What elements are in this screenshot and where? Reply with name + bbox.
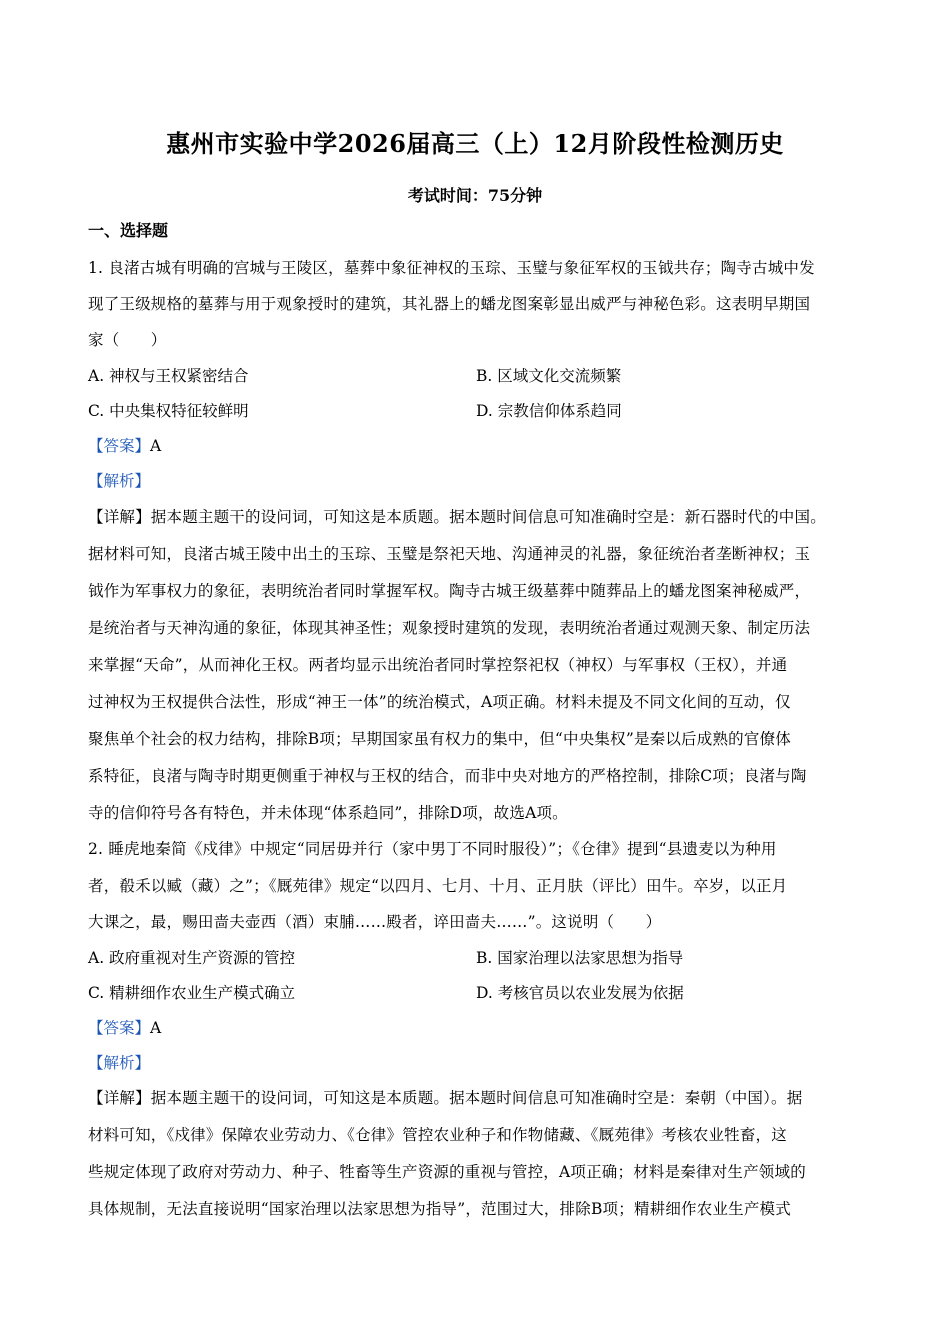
q1-analysis-label: 【解析】 [88,472,151,490]
q1-option-d: D. 宗教信仰体系趋同 [476,402,622,420]
q1-detail-line: 系特征，良渚与陶寺时期更侧重于神权与王权的结合，而非中央对地方的严格控制，排除C项；良渚与陶 [88,767,807,785]
q1-detail-line: 聚焦单个社会的权力结构，排除B项；早期国家虽有权力的集中，但“中央集权”是秦以后成熟的官僚体 [88,730,791,748]
q2-stem-line: 大课之，最，赐田啬夫壶西（酒）束脯……殿者，谇田啬夫……”。这说明（ ） [88,913,662,931]
answer-value: A [150,1019,162,1037]
q1-detail-line: 过神权为王权提供合法性，形成“神王一体”的统治模式，A项正确。材料未提及不同文化间的互动，仅 [88,693,791,711]
q2-option-c: C. 精耕细作农业生产模式确立 [88,984,296,1002]
answer-label: 【答案】 [88,437,151,455]
q1-detail-line: 来掌握“天命”，从而神化王权。两者均显示出统治者同时掌控祭祀权（神权）与军事权（王权），并通 [88,656,788,674]
q1-answer [88,434,161,456]
q1-stem-line: 现了王级规格的墓葬与用于观象授时的建筑，其礼器上的蟠龙图案彰显出威严与神秘色彩。这表明早期国 [88,295,811,313]
q2-option-b: B. 国家治理以法家思想为指导 [476,949,684,967]
q1-detail-line: 【详解】据本题主题干的设问词，可知这是本质题。据本题时间信息可知准确时空是：新石器时代的中国。 [88,508,826,526]
exam-duration: 考试时间：75分钟 [407,186,543,205]
q2-option-d: D. 考核官员以农业发展为依据 [476,984,684,1002]
q1-stem-line: 家（ ） [88,331,167,349]
q2-analysis-label: 【解析】 [88,1054,151,1072]
q2-detail-line: 【详解】据本题主题干的设问词，可知这是本质题。据本题时间信息可知准确时空是：秦朝（中国）。据 [88,1089,803,1107]
q2-answer [88,1016,161,1038]
q2-stem-line: 者，殽禾以臧（藏）之”；《厩苑律》规定“以四月、七月、十月、正月肤（评比）田牛。卒岁，以正月 [88,877,788,895]
q2-detail-line: 材料可知，《戍律》保障农业劳动力、《仓律》管控农业种子和作物储藏、《厩苑律》考核农业牲畜，这 [88,1126,787,1144]
page-title: 惠州市实验中学2026届高三（上）12月阶段性检测历史 [166,129,784,158]
q1-option-a: A. 神权与王权紧密结合 [88,367,249,385]
q2-detail-line: 些规定体现了政府对劳动力、种子、牲畜等生产资源的重视与管控，A项正确；材料是秦律对生产领域的 [88,1163,806,1181]
q1-stem-line: 1. 良渚古城有明确的宫城与王陵区，墓葬中象征神权的玉琮、玉璧与象征军权的玉钺共存；陶寺古城中发 [88,259,815,277]
q2-detail-line: 具体规制，无法直接说明“国家治理以法家思想为指导”，范围过大，排除B项；精耕细作农业生产模式 [88,1200,791,1218]
q2-stem-line: 2. 睡虎地秦简《戍律》中规定“同居毋并行（家中男丁不同时服役）”；《仓律》提到“县遗麦以为种用 [88,840,777,858]
q1-detail-line: 是统治者与天神沟通的象征，体现其神圣性；观象授时建筑的发现，表明统治者通过观测天象、制定历法 [88,619,811,637]
q1-detail-line: 寺的信仰符号各有特色，并未体现“体系趋同”，排除D项，故选A项。 [88,804,568,822]
q2-option-a: A. 政府重视对生产资源的管控 [88,949,296,967]
q1-option-c: C. 中央集权特征较鲜明 [88,402,249,420]
q1-detail-line: 钺作为军事权力的象征，表明统治者同时掌握军权。陶寺古城王级墓葬中随葬品上的蟠龙图案神秘威严， [88,582,811,600]
answer-label: 【答案】 [88,1019,151,1037]
q1-detail-line: 据材料可知，良渚古城王陵中出土的玉琮、玉璧是祭祀天地、沟通神灵的礼器，象征统治者垄断神权；玉 [88,545,811,563]
q1-option-b: B. 区域文化交流频繁 [476,367,622,385]
section-heading: 一、选择题 [88,221,169,240]
answer-value: A [150,437,162,455]
